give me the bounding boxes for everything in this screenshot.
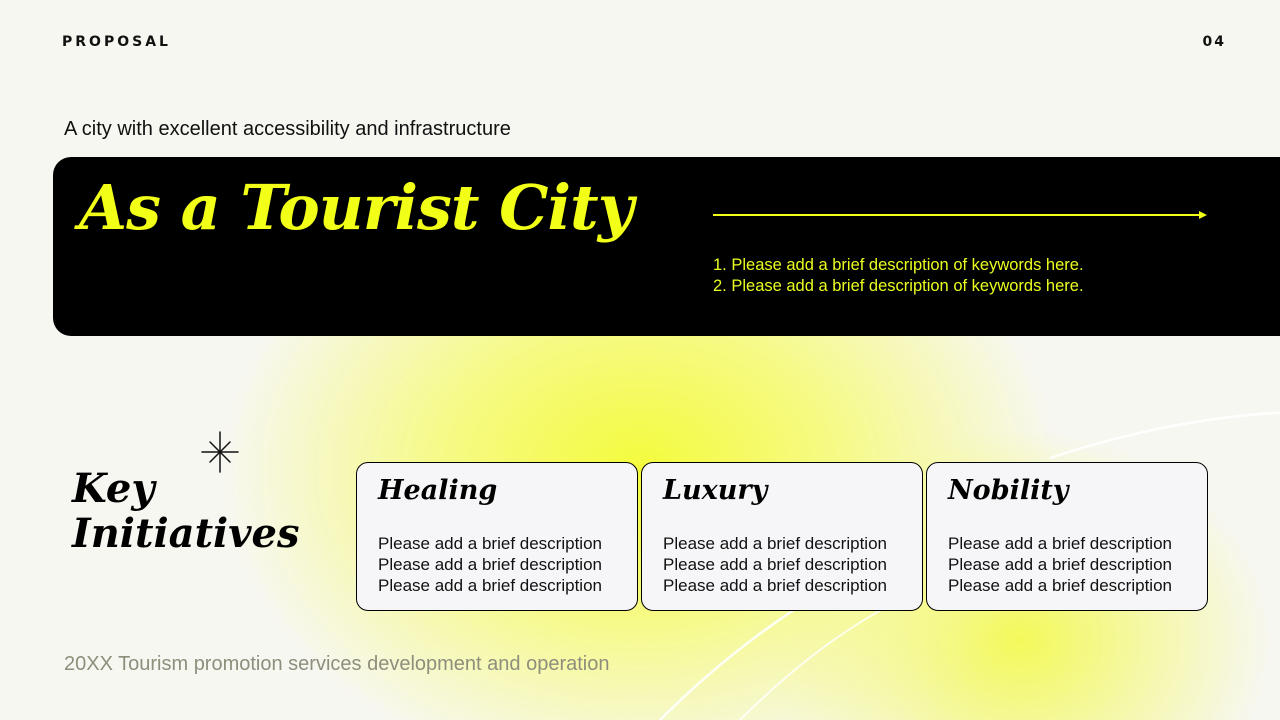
card-title: Nobility [948, 475, 1069, 506]
card-description [663, 533, 887, 596]
description-line: Please add a brief description [948, 555, 1172, 574]
arrow-right-icon [713, 207, 1209, 223]
description-line: Please add a brief description [663, 555, 887, 574]
card-description [378, 533, 602, 596]
card-title: Luxury [663, 475, 768, 506]
keyword-list [713, 255, 1084, 297]
keyword-item: 1. Please add a brief description of keywords here. [713, 256, 1084, 274]
section-label: PROPOSAL [62, 34, 171, 50]
description-line: Please add a brief description [663, 576, 887, 595]
card-description [948, 533, 1172, 596]
description-line: Please add a brief description [663, 534, 887, 553]
initiative-card-nobility [926, 462, 1208, 611]
description-line: Please add a brief description [948, 576, 1172, 595]
page-number: 04 [1202, 34, 1226, 50]
initiative-card-luxury [641, 462, 923, 611]
page-title: As a Tourist City [79, 171, 633, 244]
card-title: Healing [378, 475, 498, 506]
description-line: Please add a brief description [378, 576, 602, 595]
key-initiatives-line2: Initiatives [72, 510, 300, 557]
slide-subtitle: A city with excellent accessibility and infrastructure [64, 118, 511, 140]
initiative-card-healing [356, 462, 638, 611]
keyword-item: 2. Please add a brief description of keywords here. [713, 277, 1084, 295]
key-initiatives-line1: Key [72, 465, 155, 512]
key-initiatives-title [72, 466, 299, 556]
footer-text: 20XX Tourism promotion services development and operation [64, 653, 610, 675]
description-line: Please add a brief description [948, 534, 1172, 553]
description-line: Please add a brief description [378, 534, 602, 553]
description-line: Please add a brief description [378, 555, 602, 574]
title-banner [53, 157, 1280, 336]
